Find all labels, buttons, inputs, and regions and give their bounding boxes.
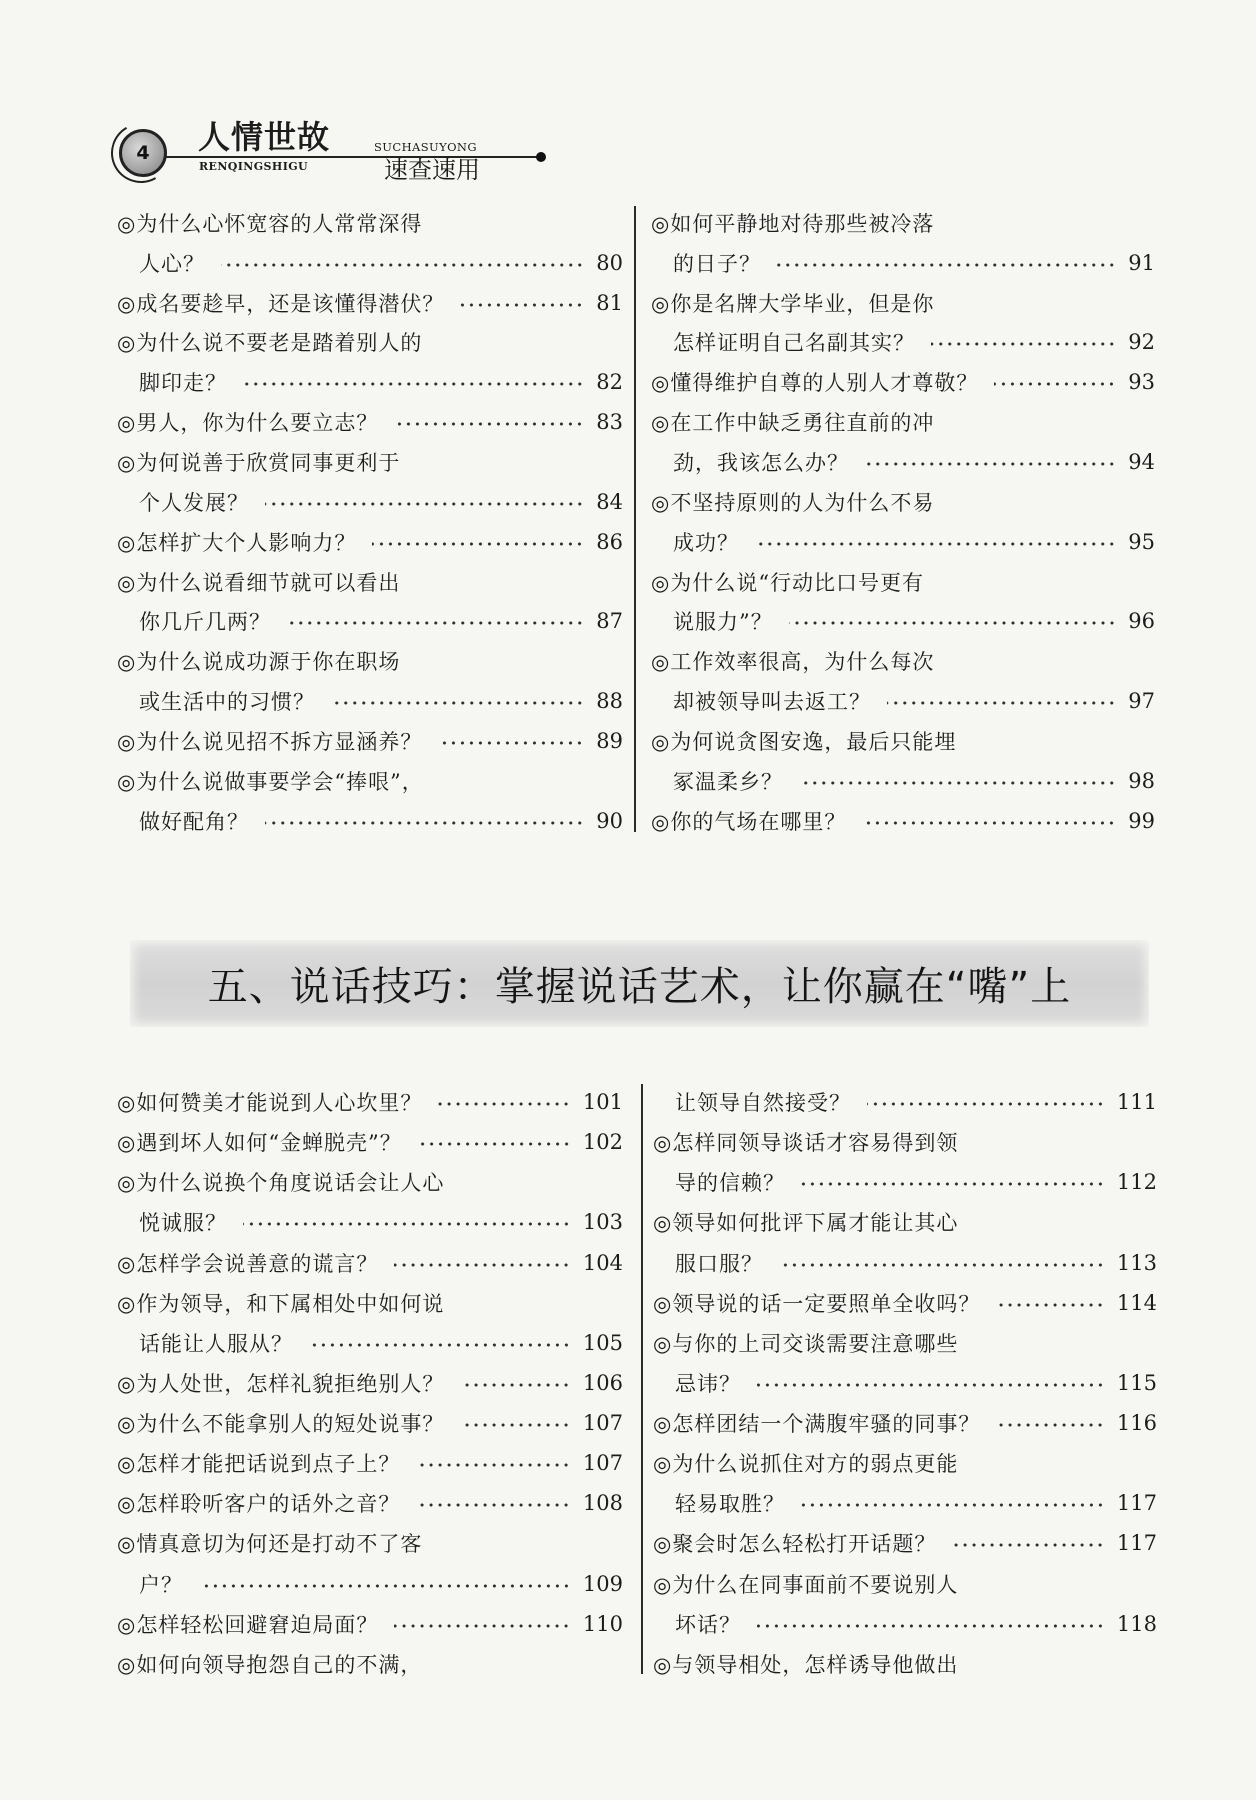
toc-page-number: 107 bbox=[582, 1451, 623, 1476]
series-pinyin: SUCHASUYONG bbox=[374, 140, 477, 154]
toc-line bbox=[117, 1483, 623, 1523]
toc-page-number: 111 bbox=[1116, 1090, 1157, 1115]
book-title-pinyin: RENQINGSHIGU bbox=[199, 160, 309, 173]
toc-entry-text: ◎怎样聆听客户的话外之音？ bbox=[117, 1492, 401, 1517]
toc-line bbox=[653, 1443, 1157, 1483]
dot-leader bbox=[331, 701, 584, 705]
toc-entry-text: ◎为什么说换个角度说话会让人心 bbox=[117, 1171, 445, 1196]
toc-page-number: 87 bbox=[596, 609, 623, 634]
toc-line bbox=[117, 203, 623, 243]
dot-leader bbox=[394, 422, 584, 426]
toc-entry-text: 让领导自然接受？ bbox=[675, 1091, 851, 1116]
toc-line bbox=[651, 522, 1155, 562]
toc-entry-text: ◎你的气场在哪里？ bbox=[651, 809, 847, 834]
toc-page-number: 105 bbox=[582, 1330, 623, 1355]
toc-line bbox=[651, 801, 1155, 841]
toc-entry-text: 导的信赖？ bbox=[675, 1171, 785, 1196]
toc-line bbox=[117, 283, 623, 323]
dot-leader bbox=[757, 1624, 1105, 1628]
toc-entry-text: ◎怎样扩大个人影响力？ bbox=[117, 530, 357, 555]
toc-entry-text: ◎为什么心怀宽容的人常常深得 bbox=[117, 211, 423, 236]
toc-line bbox=[117, 1403, 623, 1443]
toc-entry-text: ◎如何赞美才能说到人心坎里？ bbox=[117, 1091, 423, 1116]
dot-leader bbox=[779, 1263, 1105, 1267]
toc-line bbox=[117, 721, 623, 761]
toc-entry-text: ◎怎样团结一个满腹牢骚的同事？ bbox=[653, 1412, 981, 1437]
toc-line bbox=[651, 482, 1155, 522]
toc-entry-text: ◎情真意切为何还是打动不了客 bbox=[117, 1532, 423, 1557]
header-rule bbox=[166, 156, 540, 158]
toc-entry-text: ◎怎样学会说善意的谎言？ bbox=[117, 1251, 379, 1276]
toc-line bbox=[653, 1082, 1157, 1122]
toc-page-number: 102 bbox=[582, 1130, 623, 1155]
toc-entry-text: ◎不坚持原则的人为什么不易 bbox=[651, 490, 935, 515]
toc-line bbox=[651, 601, 1155, 641]
toc-line bbox=[653, 1202, 1157, 1242]
toc-entry-text: 怎样证明自己名副其实？ bbox=[673, 331, 915, 356]
toc-entry-text: ◎为人处世，怎样礼貌拒绝别人？ bbox=[117, 1371, 445, 1396]
toc-entry-text: ◎怎样轻松回避窘迫局面？ bbox=[117, 1612, 379, 1637]
toc-entry-text: 脚印走？ bbox=[139, 371, 227, 396]
toc-line bbox=[117, 1523, 623, 1563]
dot-leader bbox=[438, 741, 584, 745]
toc-line bbox=[653, 1403, 1157, 1443]
toc-entry-text: 坏话？ bbox=[675, 1612, 741, 1637]
toc-page-number: 97 bbox=[1128, 689, 1155, 714]
dot-leader bbox=[372, 542, 584, 546]
toc-entry-text: ◎如何向领导抱怨自己的不满， bbox=[117, 1652, 423, 1677]
toc-entry-text: ◎为什么说见招不拆方显涵养？ bbox=[117, 729, 423, 754]
toc-page-number: 88 bbox=[596, 689, 623, 714]
toc-line bbox=[653, 1162, 1157, 1202]
toc-page-number: 83 bbox=[596, 410, 623, 435]
toc-page-number: 117 bbox=[1116, 1491, 1157, 1516]
toc-line bbox=[117, 1323, 623, 1363]
dot-leader bbox=[243, 1222, 571, 1226]
dot-leader bbox=[418, 1142, 571, 1146]
toc-page-number: 117 bbox=[1116, 1531, 1157, 1556]
dot-leader bbox=[801, 1182, 1105, 1186]
dot-leader bbox=[199, 1584, 571, 1588]
toc-line bbox=[651, 442, 1155, 482]
toc-line bbox=[117, 1202, 623, 1242]
toc-entry-text: 的日子？ bbox=[673, 251, 761, 276]
toc-page-number: 108 bbox=[582, 1491, 623, 1516]
toc-entry-text: ◎为什么说抓住对方的弱点更能 bbox=[653, 1452, 959, 1477]
toc-line bbox=[117, 1443, 623, 1483]
toc-entry-text: ◎聚会时怎么轻松打开话题？ bbox=[653, 1532, 937, 1557]
toc-entry-text: ◎懂得维护自尊的人别人才尊敬？ bbox=[651, 371, 979, 396]
toc-line bbox=[117, 1363, 623, 1403]
toc-page-number: 106 bbox=[582, 1370, 623, 1395]
toc-line bbox=[117, 761, 623, 801]
toc-entry-text: ◎为何说贪图安逸，最后只能埋 bbox=[651, 729, 957, 754]
toc-line bbox=[653, 1483, 1157, 1523]
section-heading-banner bbox=[130, 940, 1149, 1027]
dot-leader bbox=[777, 263, 1116, 267]
toc-entry-text: ◎如何平静地对待那些被冷落 bbox=[651, 211, 935, 236]
toc-entry-text: ◎怎样同领导谈话才容易得到领 bbox=[653, 1131, 959, 1156]
toc-line bbox=[653, 1283, 1157, 1323]
toc-line bbox=[117, 1162, 623, 1202]
book-title: 人情世故 bbox=[198, 118, 331, 156]
toc-page-number: 80 bbox=[596, 250, 623, 275]
toc-line bbox=[117, 1082, 623, 1122]
toc-line bbox=[653, 1604, 1157, 1644]
dot-leader bbox=[887, 701, 1116, 705]
toc-entry-text: ◎为什么说不要老是踏着别人的 bbox=[117, 331, 423, 356]
toc-page-number: 82 bbox=[596, 370, 623, 395]
toc-page-number: 89 bbox=[596, 728, 623, 753]
dot-leader bbox=[996, 1303, 1105, 1307]
toc-line bbox=[117, 1243, 623, 1283]
dot-leader bbox=[438, 1102, 571, 1106]
dot-leader bbox=[265, 502, 584, 506]
toc-page-number: 96 bbox=[1128, 609, 1155, 634]
toc-page-number: 112 bbox=[1116, 1170, 1157, 1195]
toc-entry-text: 成功？ bbox=[673, 530, 739, 555]
toc-line bbox=[117, 323, 623, 363]
toc-line bbox=[653, 1363, 1157, 1403]
toc-line bbox=[653, 1122, 1157, 1162]
dot-leader bbox=[994, 382, 1116, 386]
toc-column-right bbox=[653, 1082, 1157, 1684]
toc-page-number: 116 bbox=[1116, 1411, 1157, 1436]
toc-page-number: 113 bbox=[1116, 1250, 1157, 1275]
toc-entry-text: ◎遇到坏人如何“金蝉脱壳”？ bbox=[117, 1131, 402, 1156]
toc-line bbox=[651, 323, 1155, 363]
section-heading: 五、说话技巧：掌握说话艺术，让你赢在“嘴”上 bbox=[207, 964, 1072, 1010]
toc-line bbox=[653, 1243, 1157, 1283]
column-divider bbox=[634, 206, 636, 832]
toc-page-number: 114 bbox=[1116, 1290, 1157, 1315]
toc-line bbox=[651, 761, 1155, 801]
toc-page-number: 98 bbox=[1128, 768, 1155, 793]
toc-line bbox=[117, 641, 623, 681]
toc-line bbox=[117, 442, 623, 482]
toc-line bbox=[117, 482, 623, 522]
toc-entry-text: ◎成名要趁早，还是该懂得潜伏？ bbox=[117, 291, 445, 316]
dot-leader bbox=[799, 781, 1116, 785]
column-divider bbox=[641, 1084, 643, 1674]
dot-leader bbox=[952, 1543, 1105, 1547]
toc-line bbox=[117, 1644, 623, 1684]
toc-entry-text: ◎为什么说看细节就可以看出 bbox=[117, 570, 401, 595]
toc-entry-text: ◎领导如何批评下属才能让其心 bbox=[653, 1211, 959, 1236]
toc-entry-text: 或生活中的习惯？ bbox=[139, 690, 315, 715]
toc-line bbox=[651, 721, 1155, 761]
page-number-badge bbox=[119, 129, 167, 177]
toc-page-number: 107 bbox=[582, 1411, 623, 1436]
dot-leader bbox=[243, 382, 584, 386]
toc-entry-text: 却被领导叫去返工？ bbox=[673, 690, 871, 715]
dot-leader bbox=[394, 1624, 571, 1628]
toc-line bbox=[117, 1122, 623, 1162]
page-number: 4 bbox=[136, 142, 150, 164]
toc-line bbox=[117, 681, 623, 721]
toc-entry-text: ◎为什么不能拿别人的短处说事？ bbox=[117, 1412, 445, 1437]
toc-entry-text: ◎男人，你为什么要立志？ bbox=[117, 411, 379, 436]
toc-line bbox=[651, 681, 1155, 721]
toc-line bbox=[117, 1283, 623, 1323]
dot-leader bbox=[221, 263, 584, 267]
toc-entry-text: ◎领导说的话一定要照单全收吗？ bbox=[653, 1291, 981, 1316]
toc-page-number: 103 bbox=[582, 1210, 623, 1235]
dot-leader bbox=[309, 1343, 571, 1347]
toc-entry-text: 说服力”？ bbox=[673, 610, 773, 635]
toc-entry-text: ◎为什么说成功源于你在职场 bbox=[117, 650, 401, 675]
toc-line bbox=[117, 243, 623, 283]
toc-entry-text: ◎为何说善于欣赏同事更利于 bbox=[117, 450, 401, 475]
toc-entry-text: 服口服？ bbox=[675, 1251, 763, 1276]
toc-page-number: 101 bbox=[582, 1090, 623, 1115]
toc-page-number: 94 bbox=[1128, 449, 1155, 474]
toc-entry-text: ◎工作效率很高，为什么每次 bbox=[651, 650, 935, 675]
toc-page-number: 95 bbox=[1128, 529, 1155, 554]
dot-leader bbox=[931, 342, 1116, 346]
toc-entry-text: ◎怎样才能把话说到点子上？ bbox=[117, 1452, 401, 1477]
dot-leader bbox=[287, 621, 584, 625]
toc-line bbox=[653, 1523, 1157, 1563]
toc-entry-text: 你几斤几两？ bbox=[139, 610, 271, 635]
toc-line bbox=[653, 1564, 1157, 1604]
toc-entry-text: 人心？ bbox=[139, 251, 205, 276]
toc-entry-text: 做好配角？ bbox=[139, 809, 249, 834]
toc-line bbox=[117, 362, 623, 402]
toc-line bbox=[117, 601, 623, 641]
dot-leader bbox=[755, 542, 1116, 546]
toc-page-number: 92 bbox=[1128, 330, 1155, 355]
toc-entry-text: ◎你是名牌大学毕业，但是你 bbox=[651, 291, 935, 316]
toc-line bbox=[117, 1604, 623, 1644]
toc-page-number: 104 bbox=[582, 1250, 623, 1275]
header-dot-icon bbox=[536, 152, 546, 162]
toc-page-number: 84 bbox=[596, 489, 623, 514]
dot-leader bbox=[996, 1423, 1105, 1427]
toc-page-number: 93 bbox=[1128, 370, 1155, 395]
toc-entry-text: ◎与领导相处，怎样诱导他做出 bbox=[653, 1652, 959, 1677]
toc-line bbox=[651, 402, 1155, 442]
dot-leader bbox=[789, 621, 1117, 625]
toc-line bbox=[651, 283, 1155, 323]
dot-leader bbox=[801, 1503, 1105, 1507]
toc-entry-text: 轻易取胜？ bbox=[675, 1492, 785, 1517]
toc-line bbox=[653, 1323, 1157, 1363]
dot-leader bbox=[460, 303, 584, 307]
series-title: 速查速用 bbox=[384, 156, 480, 184]
toc-entry-text: ◎作为领导，和下属相处中如何说 bbox=[117, 1291, 445, 1316]
toc-line bbox=[651, 243, 1155, 283]
toc-entry-text: 冢温柔乡？ bbox=[673, 769, 783, 794]
dot-leader bbox=[394, 1263, 571, 1267]
toc-line bbox=[117, 402, 623, 442]
toc-column-left bbox=[117, 1082, 623, 1684]
toc-line bbox=[651, 362, 1155, 402]
toc-line bbox=[653, 1644, 1157, 1684]
dot-leader bbox=[862, 821, 1116, 825]
dot-leader bbox=[867, 1102, 1105, 1106]
dot-leader bbox=[416, 1463, 571, 1467]
toc-column-left bbox=[117, 203, 623, 841]
toc-entry-text: 话能让人服从？ bbox=[139, 1331, 293, 1356]
toc-entry-text: 劲，我该怎么办？ bbox=[673, 450, 849, 475]
toc-line bbox=[117, 522, 623, 562]
toc-page-number: 118 bbox=[1116, 1611, 1157, 1636]
toc-page-number: 81 bbox=[596, 290, 623, 315]
toc-page-number: 86 bbox=[596, 529, 623, 554]
dot-leader bbox=[416, 1503, 571, 1507]
toc-entry-text: ◎为什么说“行动比口号更有 bbox=[651, 570, 925, 595]
dot-leader bbox=[865, 462, 1116, 466]
dot-leader bbox=[460, 1423, 571, 1427]
toc-entry-text: 忌讳？ bbox=[675, 1371, 741, 1396]
toc-entry-text: 悦诚服？ bbox=[139, 1211, 227, 1236]
toc-page-number: 110 bbox=[582, 1611, 623, 1636]
toc-line bbox=[651, 562, 1155, 602]
toc-line bbox=[651, 203, 1155, 243]
toc-line bbox=[117, 801, 623, 841]
toc-entry-text: ◎与你的上司交谈需要注意哪些 bbox=[653, 1331, 959, 1356]
toc-line bbox=[117, 562, 623, 602]
toc-entry-text: ◎在工作中缺乏勇往直前的冲 bbox=[651, 411, 935, 436]
toc-line bbox=[651, 641, 1155, 681]
toc-page-number: 99 bbox=[1128, 808, 1155, 833]
toc-page-number: 90 bbox=[596, 808, 623, 833]
toc-entry-text: ◎为什么在同事面前不要说别人 bbox=[653, 1572, 959, 1597]
dot-leader bbox=[265, 821, 584, 825]
dot-leader bbox=[460, 1383, 571, 1387]
toc-column-right bbox=[651, 203, 1155, 841]
toc-page-number: 115 bbox=[1116, 1370, 1157, 1395]
toc-entry-text: ◎为什么说做事要学会“捧哏”， bbox=[117, 769, 424, 794]
toc-line bbox=[117, 1564, 623, 1604]
toc-page-number: 109 bbox=[582, 1571, 623, 1596]
toc-page-number: 91 bbox=[1128, 250, 1155, 275]
toc-entry-text: 户？ bbox=[139, 1572, 183, 1597]
dot-leader bbox=[757, 1383, 1105, 1387]
toc-entry-text: 个人发展？ bbox=[139, 490, 249, 515]
